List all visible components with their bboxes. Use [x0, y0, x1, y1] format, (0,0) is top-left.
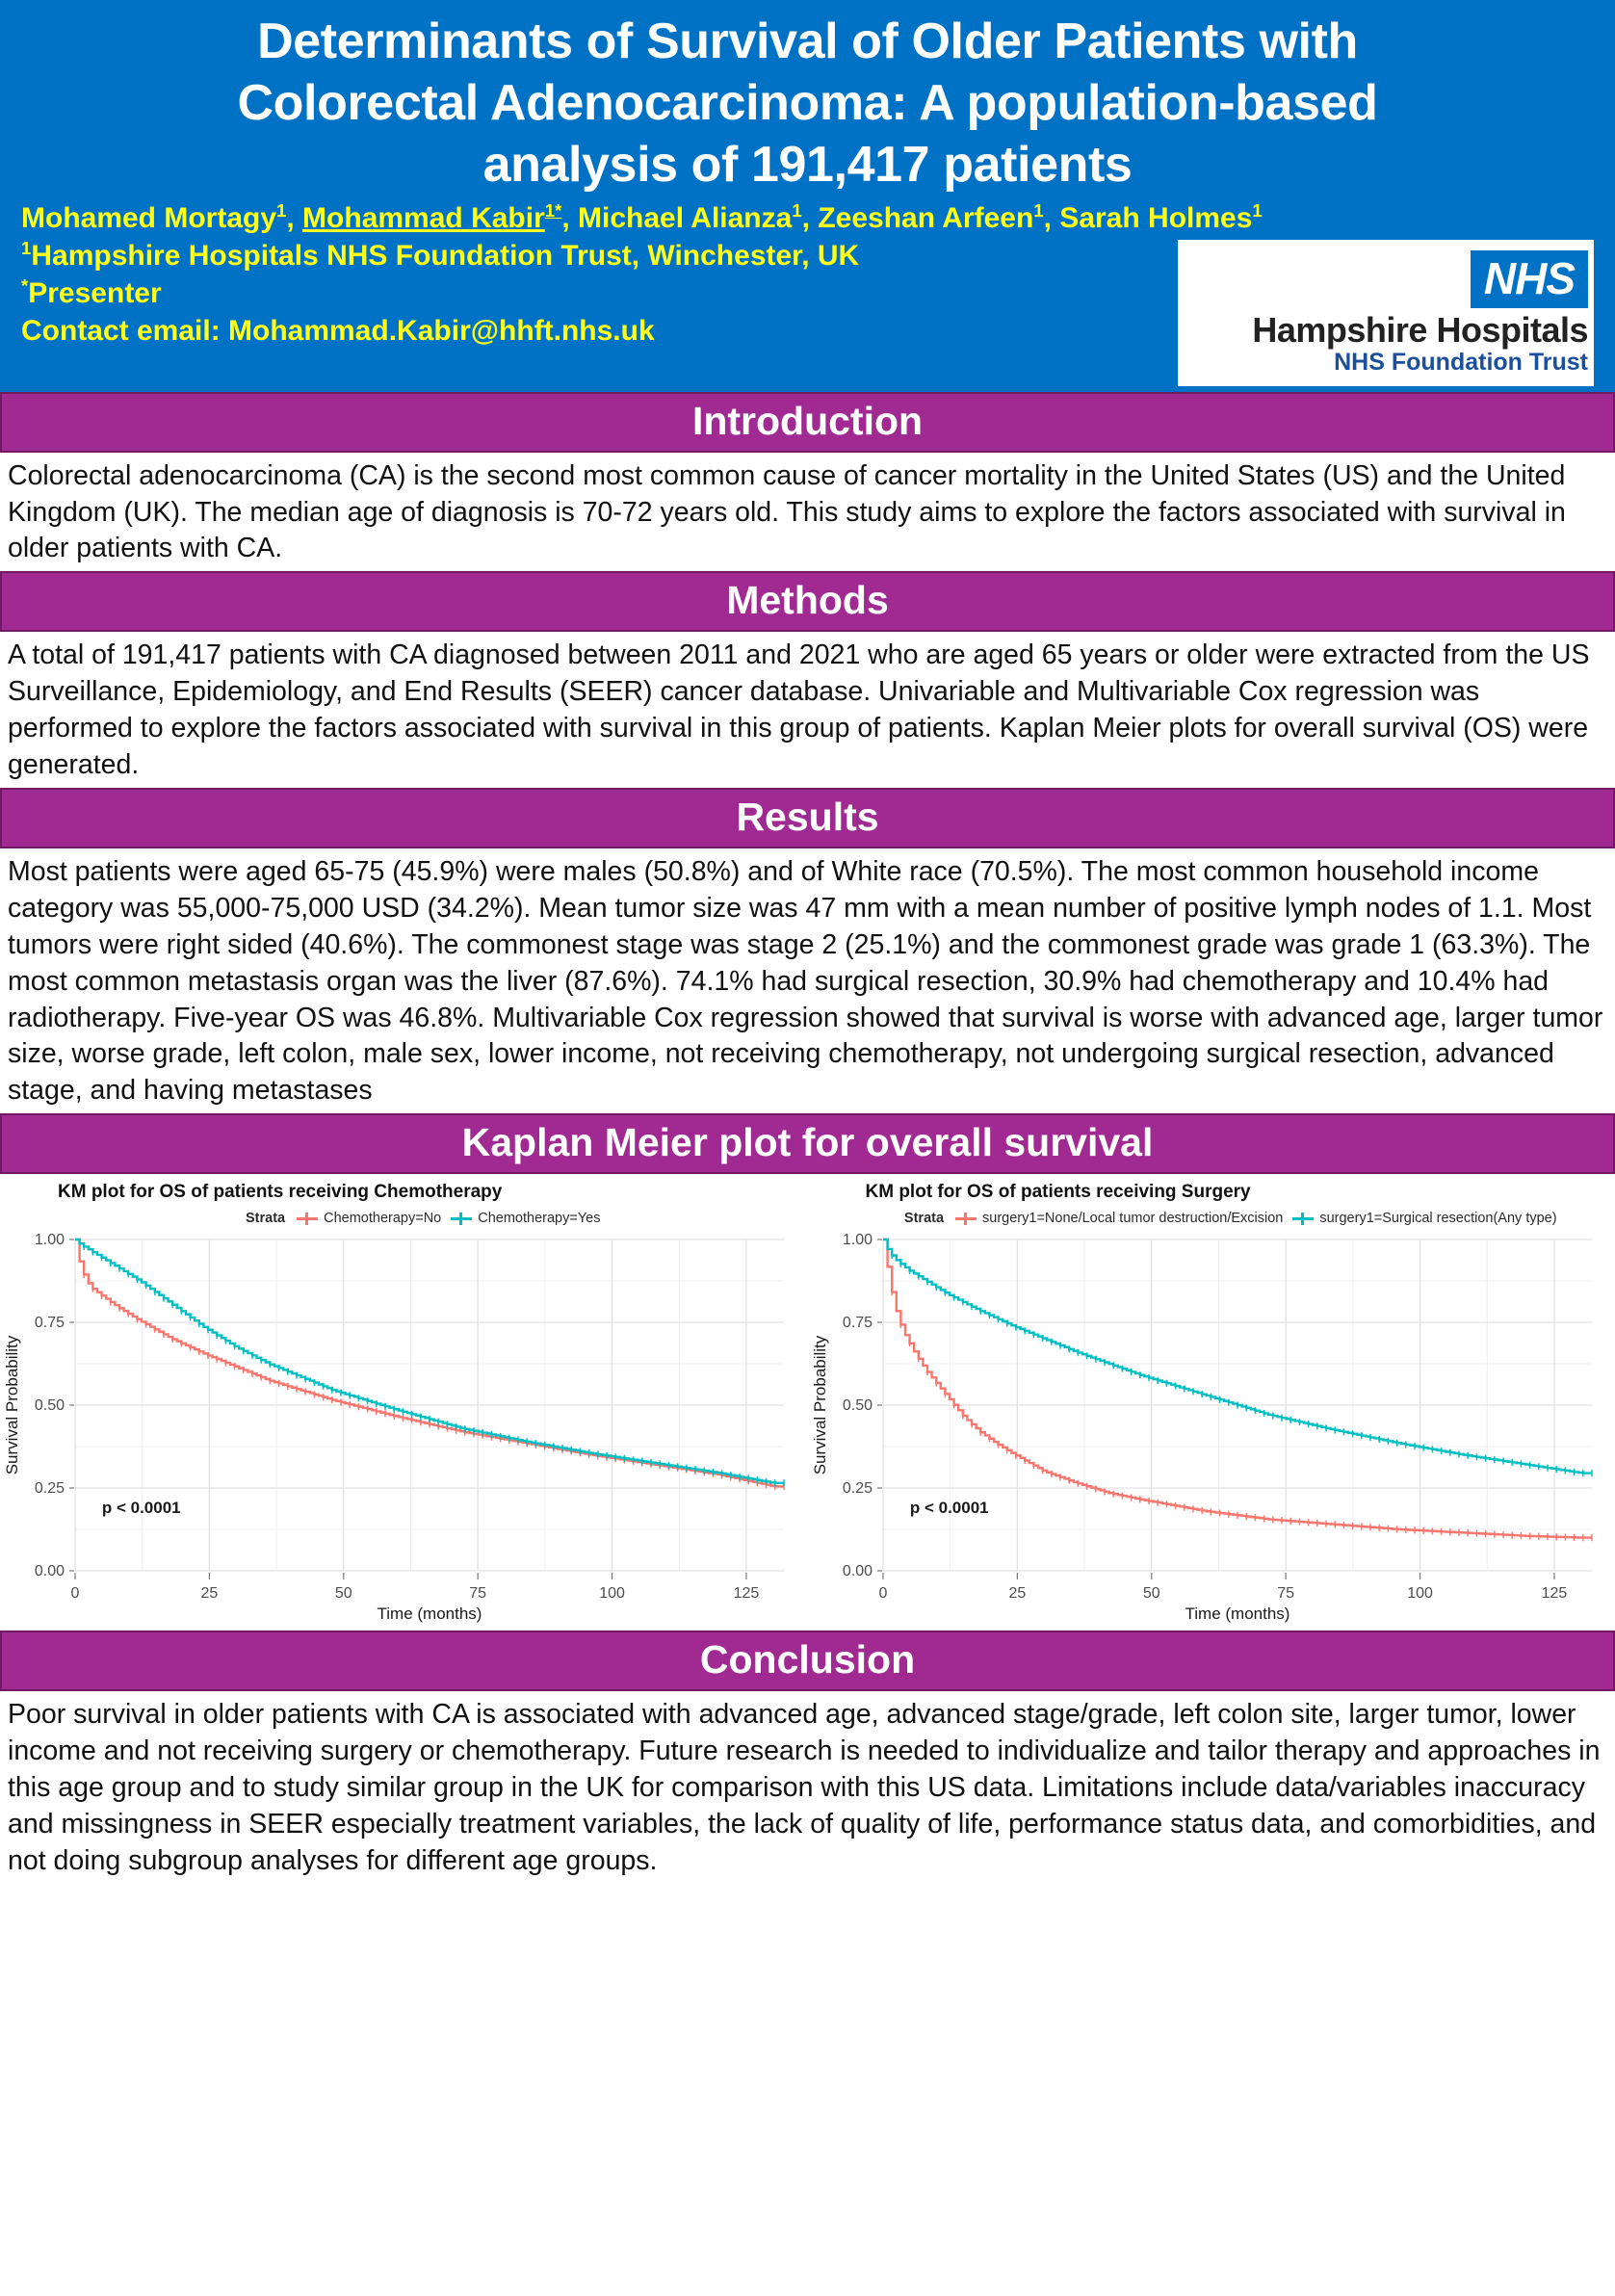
- svg-text:0.25: 0.25: [34, 1480, 65, 1498]
- legend-item-surgery-resection[interactable]: [1292, 1211, 1556, 1226]
- svg-text:p < 0.0001: p < 0.0001: [101, 1498, 181, 1517]
- section-body-introduction: Colorectal adenocarcinoma (CA) is the second most common cause of cancer mortality in the United States (US) and the United Kingdom (UK). The median age of diagnosis is 70-72 years old. This study aims to explore the factors associated with survival in older patients with CA.: [8, 459, 1566, 564]
- chart-panel-chemotherapy: [0, 1178, 808, 1631]
- legend-marker-icon-red: [955, 1212, 977, 1225]
- svg-text:0: 0: [878, 1585, 887, 1603]
- chart-legend-chemotherapy: [39, 1211, 808, 1226]
- affiliation-text: Hampshire Hospitals NHS Foundation Trust, Winchester, UK: [31, 240, 860, 273]
- section-header-introduction: Introduction: [0, 392, 1615, 453]
- svg-text:Survival Probability: Survival Probability: [3, 1335, 21, 1475]
- chart-title-chemotherapy: KM plot for OS of patients receiving Chemotherapy: [58, 1182, 503, 1203]
- svg-text:100: 100: [1406, 1585, 1433, 1603]
- svg-text:Time (months): Time (months): [1185, 1605, 1289, 1624]
- svg-text:75: 75: [1276, 1585, 1294, 1603]
- svg-text:0.00: 0.00: [34, 1563, 65, 1580]
- svg-text:25: 25: [200, 1585, 219, 1603]
- svg-text:Survival Probability: Survival Probability: [810, 1335, 829, 1475]
- section-body-methods: A total of 191,417 patients with CA diagnosed between 2011 and 2021 who are aged 65 years or older were extracted from the US Surveillance, Epidemiology, and End Results (SEER) cancer database. Univariable and Multivariable Cox regression was performed to explore the factors associated with survival in this group of patients. Kaplan Meier plots for overall survival (OS) were generated.: [8, 639, 1590, 781]
- chart-panel-surgery: [808, 1178, 1615, 1631]
- svg-text:25: 25: [1007, 1585, 1026, 1603]
- section-body-results: Most patients were aged 65-75 (45.9%) were males (50.8%) and of White race (70.5%). The most common household income category was 55,000-75,000 USD (34.2%). Mean tumor size was 47 mm with a mean number of positive lymph nodes of 1.1. Most tumors were right sided (40.6%). The commonest stage was stage 2 (25.1%) and the commonest grade was grade 1 (63.3%). The most common metastasis organ was the liver (87.6%). 74.1% had surgical resection, 30.9% had chemotherapy and 10.4% had radiotherapy. Five-year OS was 46.8%. Multivariable Cox regression showed that survival is worse with advanced age, larger tumor size, worse grade, left colon, male sex, lower income, not receiving chemotherapy, not undergoing surgical resection, advanced stage, and having metastases: [8, 855, 1603, 1107]
- nhs-trust-name: Hampshire Hospitals: [1252, 310, 1588, 351]
- chart-title-surgery: KM plot for OS of patients receiving Surgery: [865, 1182, 1251, 1203]
- legend-marker-icon-teal: [1292, 1212, 1314, 1225]
- legend-text-chemo-no: Chemotherapy=No: [324, 1211, 442, 1227]
- nhs-badge: NHS: [1471, 250, 1588, 308]
- svg-text:0.50: 0.50: [842, 1397, 873, 1415]
- legend-title-surgery: Strata: [903, 1211, 945, 1227]
- svg-text:125: 125: [1541, 1585, 1567, 1603]
- svg-text:1.00: 1.00: [842, 1232, 873, 1249]
- svg-text:0.75: 0.75: [34, 1315, 65, 1332]
- author-arfeen: , Zeeshan Arfeen: [801, 201, 1034, 234]
- poster-header: [0, 0, 1615, 392]
- author-holmes-affil: 1: [1252, 199, 1263, 221]
- legend-text-surgery-resection: surgery1=Surgical resection(Any type): [1319, 1211, 1557, 1227]
- section-header-methods: Methods: [0, 571, 1615, 632]
- author-kabir: Mohammad Kabir: [302, 201, 545, 234]
- poster-title-line-1: Determinants of Survival of Older Patients with: [257, 13, 1358, 69]
- legend-marker-icon-red: [297, 1212, 318, 1225]
- legend-title-chemotherapy: Strata: [246, 1211, 286, 1227]
- poster-title-line-2: Colorectal Adenocarcinoma: A population-based: [237, 75, 1378, 132]
- poster-title-line-3: analysis of 191,417 patients: [482, 137, 1133, 194]
- author-mortagy: Mohamed Mortagy: [21, 201, 277, 234]
- author-mortagy-affil: 1: [276, 199, 287, 221]
- author-holmes: , Sarah Holmes: [1043, 201, 1253, 234]
- km-plot-chemotherapy: [0, 1226, 807, 1631]
- authors-block: [21, 199, 1594, 382]
- author-alianza-affil: 1: [792, 199, 802, 221]
- chart-legend-surgery: [847, 1211, 1615, 1226]
- svg-text:0: 0: [70, 1585, 80, 1603]
- author-alianza: , Michael Alianza: [561, 201, 793, 234]
- svg-text:50: 50: [1142, 1585, 1160, 1603]
- author-kabir-affil: 1*: [544, 199, 562, 221]
- svg-text:Time (months): Time (months): [377, 1605, 482, 1624]
- nhs-trust-subtitle: NHS Foundation Trust: [1334, 348, 1588, 376]
- kaplan-meier-charts-row: [0, 1174, 1615, 1631]
- nhs-hampshire-hospitals-logo: [1178, 240, 1594, 386]
- presenter-marker: *: [21, 275, 29, 297]
- svg-text:0.25: 0.25: [842, 1480, 873, 1498]
- author-arfeen-affil: 1: [1033, 199, 1044, 221]
- section-header-conclusion: Conclusion: [0, 1631, 1615, 1691]
- svg-text:0.50: 0.50: [34, 1397, 65, 1415]
- legend-text-surgery-none: surgery1=None/Local tumor destruction/Excision: [982, 1211, 1284, 1227]
- svg-text:0.00: 0.00: [842, 1563, 873, 1580]
- svg-text:p < 0.0001: p < 0.0001: [909, 1498, 989, 1517]
- legend-item-surgery-none[interactable]: [955, 1211, 1283, 1226]
- author-separator-1: ,: [286, 201, 303, 234]
- contact-line: Contact email: Mohammad.Kabir@hhft.nhs.uk: [21, 314, 655, 347]
- legend-text-chemo-yes: Chemotherapy=Yes: [478, 1211, 601, 1227]
- author-list: [21, 199, 1594, 237]
- svg-text:50: 50: [334, 1585, 352, 1603]
- km-plot-surgery: [808, 1226, 1615, 1631]
- section-header-results: Results: [0, 788, 1615, 848]
- svg-text:1.00: 1.00: [34, 1232, 65, 1249]
- section-header-kaplan-meier: Kaplan Meier plot for overall survival: [0, 1113, 1615, 1174]
- presenter-label: Presenter: [28, 277, 162, 310]
- section-body-conclusion: Poor survival in older patients with CA is associated with advanced age, advanced stage/grade, left colon site, larger tumor, lower income and not receiving surgery or chemotherapy. Future research is needed to individualize and tailor therapy and approaches in this age group and to study similar group in the UK for comparison with this US data. Limitations include data/variables inaccuracy and missingness in SEER especially treatment variables, the lack of quality of life, performance status data, and comorbidities, and not doing subgroup analyses for different age groups.: [8, 1699, 1601, 1876]
- svg-text:100: 100: [599, 1585, 625, 1603]
- svg-text:75: 75: [469, 1585, 487, 1603]
- page-title: [21, 13, 1594, 194]
- legend-item-chemo-no[interactable]: [297, 1211, 441, 1226]
- affiliation-marker: 1: [21, 238, 32, 259]
- svg-text:0.75: 0.75: [842, 1315, 873, 1332]
- legend-item-chemo-yes[interactable]: [451, 1211, 600, 1226]
- legend-marker-icon-teal: [451, 1212, 472, 1225]
- svg-text:125: 125: [733, 1585, 760, 1603]
